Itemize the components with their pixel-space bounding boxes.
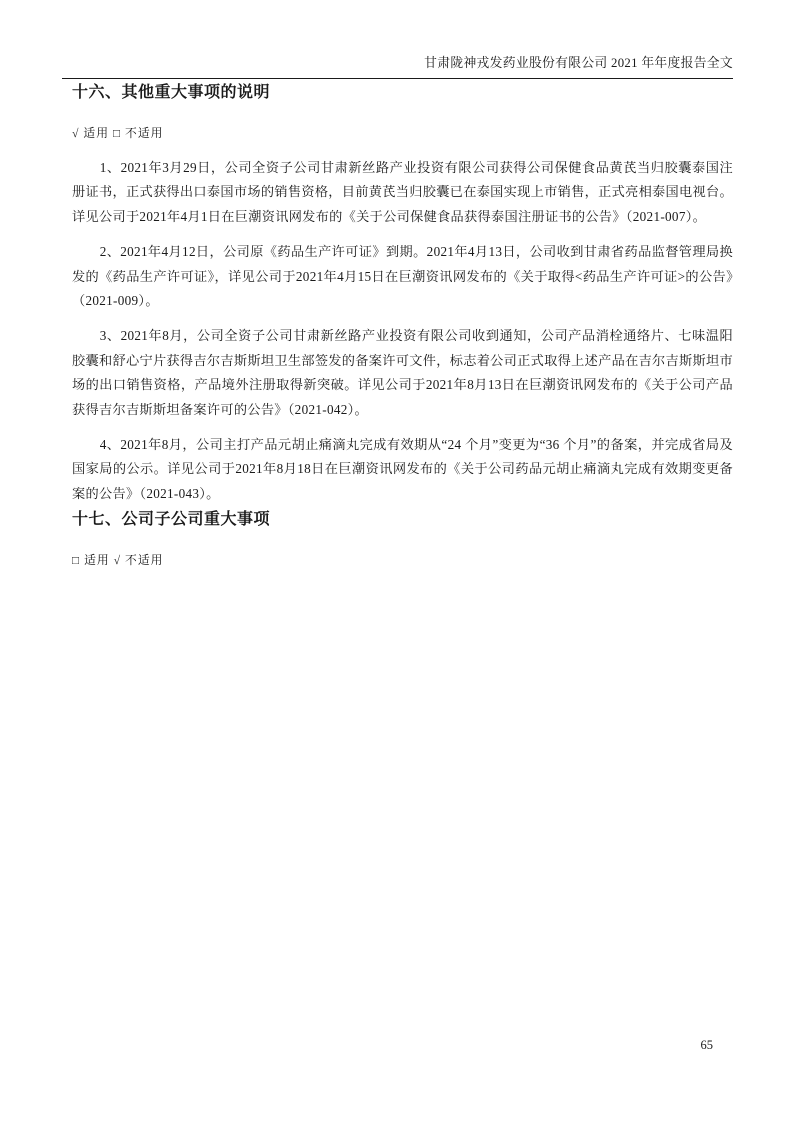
section-16-heading: 十六、其他重大事项的说明 [72,84,271,101]
paragraph-2: 2、2021年4月12日，公司原《药品生产许可证》到期。2021年4月13日，公司收到甘肃省药品监督管理局换发的《药品生产许可证》，详见公司于2021年4月15日在巨潮资讯网发布的《关于取得<药品生产许可证>的公告》（2021-009）。 [72,244,733,309]
paragraph-3: 3、2021年8月，公司全资子公司甘肃新丝路产业投资有限公司收到通知，公司产品消栓通络片、七味温阳胶囊和舒心宁片获得吉尔吉斯斯坦卫生部签发的备案许可文件，标志着公司正式取得上述产品在吉尔吉斯斯坦市场的出口销售资格，产品境外注册取得新突破。详见公司于2021年8月13日在巨潮资讯网发布的《关于公司产品获得吉尔吉斯斯坦备案许可的公告》（2021-042）。 [72,328,733,417]
paragraph-1: 1、2021年3月29日，公司全资子公司甘肃新丝路产业投资有限公司获得公司保健食品黄芪当归胶囊泰国注册证书，正式获得出口泰国市场的销售资格，目前黄芪当归胶囊已在泰国实现上市销售，正式亮相泰国电视台。详见公司于2021年4月1日在巨潮资讯网发布的《关于公司保健食品获得泰国注册证书的公告》（2021-007）。 [72,160,733,224]
section-16-applicability: √ 适用 □ 不适用 [72,126,164,140]
report-header-title: 甘肃陇神戎发药业股份有限公司 2021 年年度报告全文 [424,56,733,70]
paragraph-4: 4、2021年8月，公司主打产品元胡止痛滴丸完成有效期从“24 个月”变更为“36 个月”的备案，并完成省局及国家局的公示。详见公司于2021年8月18日在巨潮资讯网发布的《关于公司药品元胡止痛滴丸完成有效期变更备案的公告》（2021-043）。 [72,437,733,501]
page-header [62,0,733,79]
section-17-heading: 十七、公司子公司重大事项 [72,511,271,529]
page-number: 65 [700,1038,713,1052]
section-17-applicability: □ 适用 √ 不适用 [72,553,164,568]
